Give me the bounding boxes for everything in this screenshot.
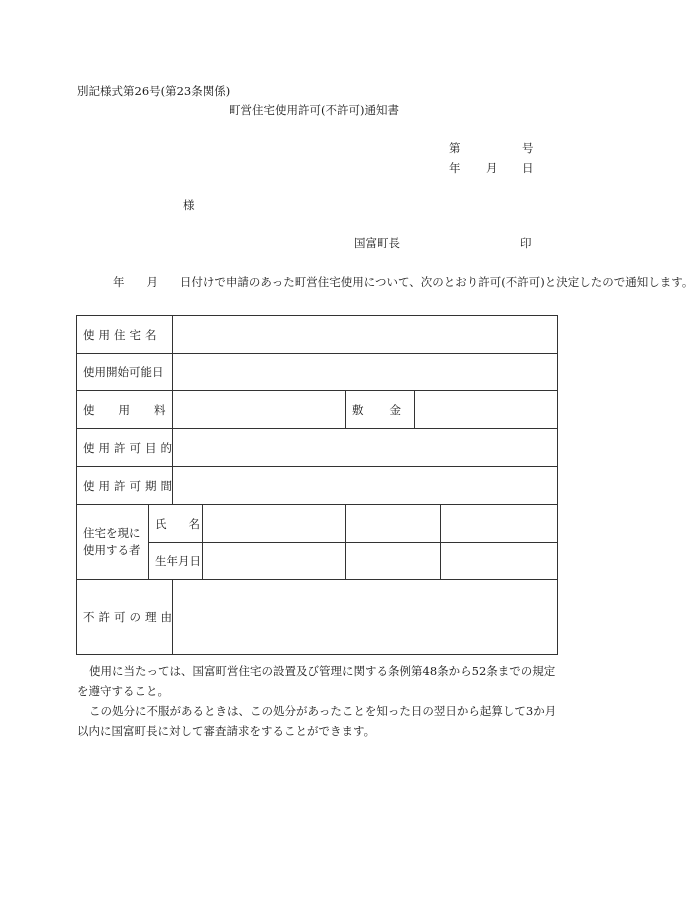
denial-reason-value[interactable] [173,580,558,655]
purpose-label: 使用許可目的 [83,440,176,455]
birthdate-cell-3[interactable] [441,543,558,580]
period-value[interactable] [173,467,558,505]
note-compliance: 使用に当たっては、国富町営住宅の設置及び管理に関する条例第48条から52条までの規定を遵守すること。 [77,664,556,698]
form-label: 別記様式第26号(第23条関係) [77,84,231,98]
housing-name-value[interactable] [173,316,558,354]
deposit-label: 敷金 [352,402,427,417]
birthdate-cell-1[interactable] [203,543,346,580]
intro-year: 年 [113,275,125,289]
intro-paragraph [77,272,693,292]
intro-month: 月 [146,275,158,289]
birthdate-label: 生年月日 [155,554,201,568]
date-month: 月 [486,161,498,175]
issuer-name: 国富町長 [354,236,400,250]
seal-mark: 印 [520,236,532,250]
document-title: 町営住宅使用許可(不許可)通知書 [229,103,399,117]
residents-label: 住宅を現に使用する者 [83,526,141,557]
permit-table [76,315,558,655]
date-day: 日 [522,161,534,175]
number-prefix: 第 [449,141,461,155]
rent-label: 使用料 [83,402,190,417]
denial-reason-label: 不許可の理由 [83,610,176,624]
housing-name-label: 使用住宅名 [83,327,161,342]
intro-text: 日付けで申請のあった町営住宅使用について、次のとおり許可(不許可)と決定したので通知します。 [179,275,693,289]
resident-name-cell-2[interactable] [346,505,441,543]
number-suffix: 号 [522,141,534,155]
addressee-suffix: 様 [183,198,195,212]
birthdate-cell-2[interactable] [346,543,441,580]
deposit-value[interactable] [415,391,558,429]
purpose-value[interactable] [173,429,558,467]
resident-name-cell-1[interactable] [203,505,346,543]
start-date-value[interactable] [173,354,558,391]
notes [77,662,561,742]
period-label: 使用許可期間 [83,478,176,493]
rent-value[interactable] [173,391,346,429]
note-appeal: この処分に不服があるときは、この処分があったことを知った日の翌日から起算して3か月以内に国富町長に対して審査請求をすることができます。 [77,704,557,738]
resident-name-cell-3[interactable] [441,505,558,543]
start-date-label: 使用開始可能日 [83,365,164,379]
resident-name-label: 氏名 [155,516,222,531]
date-year: 年 [449,161,461,175]
